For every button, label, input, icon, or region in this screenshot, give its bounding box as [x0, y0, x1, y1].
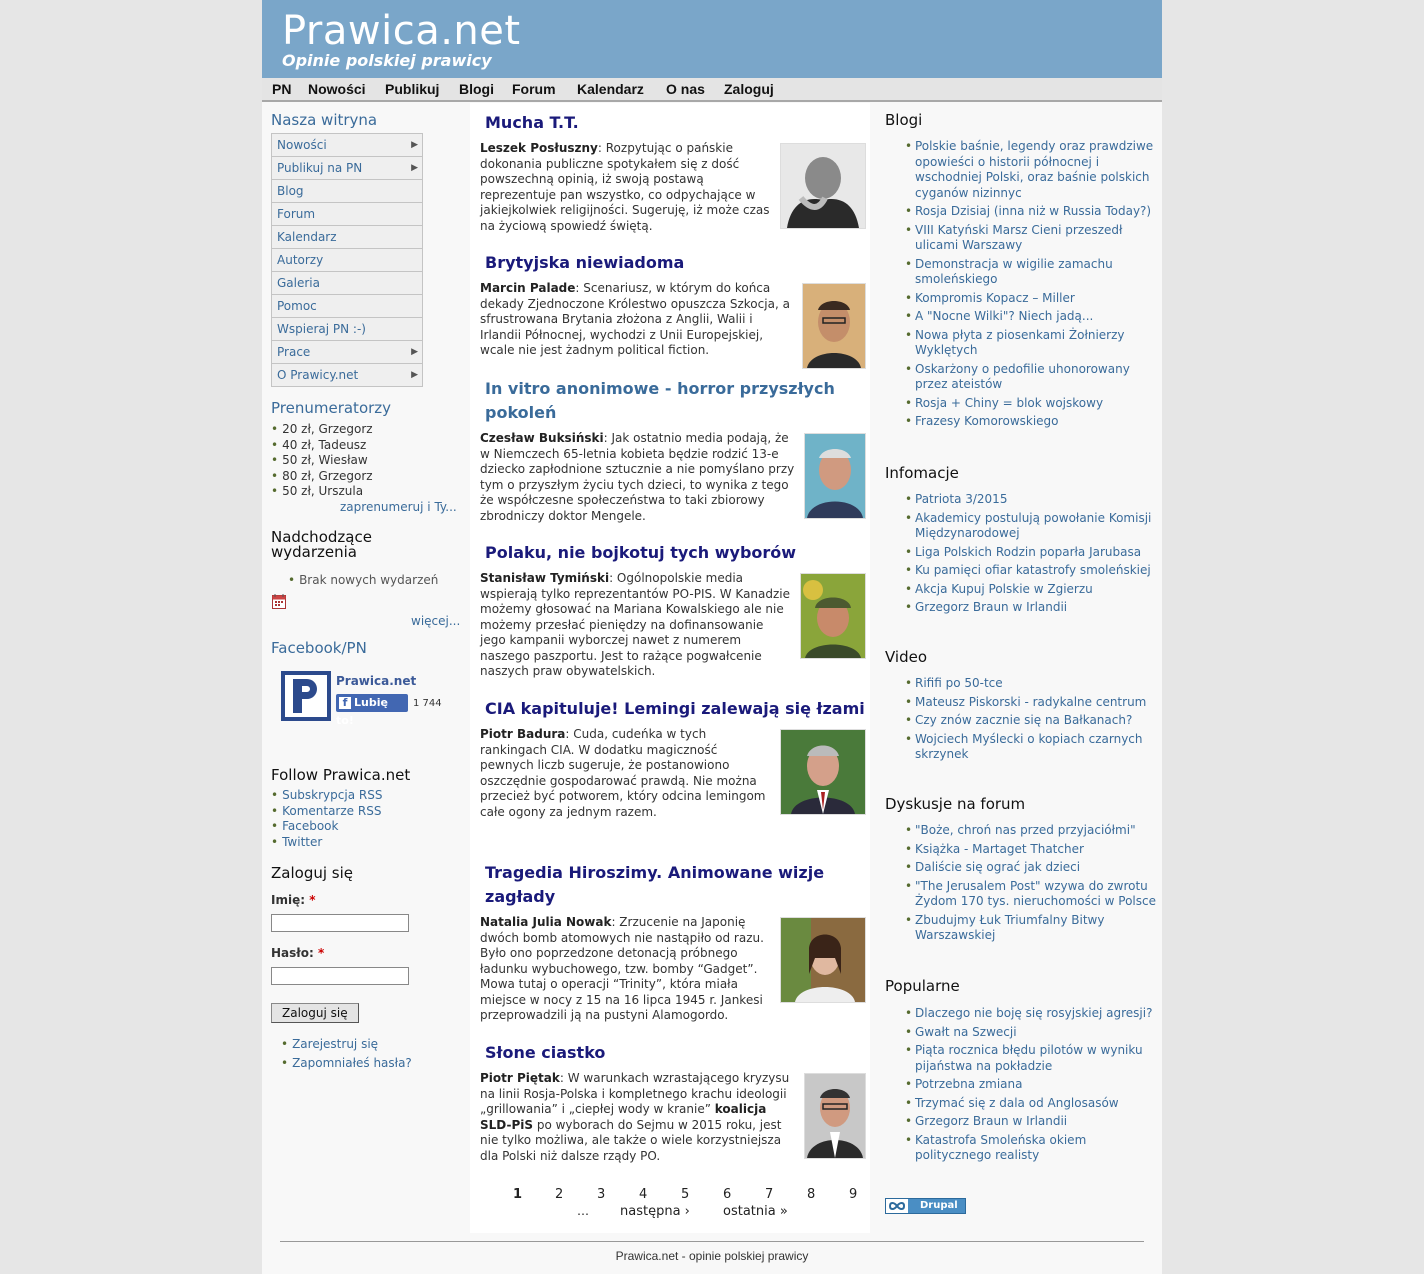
events-empty: • Brak nowych wydarzeń	[288, 573, 439, 587]
follow-comments-rss[interactable]: • Komentarze RSS	[271, 803, 382, 818]
blog-link[interactable]: • VIII Katyński Marsz Cieni przeszedł ulicami Warszawy	[915, 223, 1160, 254]
arrow-right-icon: ▶	[411, 347, 418, 357]
follow-block-title: Follow Prawica.net	[271, 766, 411, 784]
menu-label: Nowości	[277, 138, 327, 152]
site-menu	[271, 133, 423, 387]
facebook-block-title: Facebook/PN	[271, 639, 367, 657]
left-sidebar	[262, 103, 469, 1233]
menu-item-prace[interactable]	[272, 341, 422, 364]
list-item: • 50 zł, Wiesław	[271, 453, 368, 467]
article	[480, 541, 866, 680]
drupal-label: Drupal	[920, 1200, 958, 1211]
events-block-title: Nadchodzące wydarzenia	[271, 528, 372, 561]
author-photo[interactable]	[802, 283, 866, 369]
article-text: : W warunkach wzrastającego kryzysu na linii Rosja-Polska i kompletnego krachu ideologii „grillowania” i „ciepłej wody w kranie”	[480, 1071, 790, 1116]
article-teaser	[480, 281, 866, 359]
blog-link[interactable]: • A "Nocne Wilki"? Niech jadą...	[915, 309, 1160, 325]
menu-item-autorzy[interactable]	[272, 249, 422, 272]
article	[480, 251, 866, 359]
author-photo[interactable]	[780, 729, 866, 815]
article-author[interactable]: Piotr Piętak	[480, 1071, 560, 1085]
blog-link[interactable]: • Frazesy Komorowskiego	[915, 414, 1160, 430]
list-item: • 40 zł, Tadeusz	[271, 437, 367, 452]
pager-ellipsis: …	[577, 1204, 589, 1218]
article-teaser	[480, 915, 866, 1024]
pager-page[interactable]: 3	[597, 1187, 606, 1202]
menu-label: Kalendarz	[277, 230, 337, 244]
article-text: : Cuda, cudeńka w tych rankingach CIA. W dodatku magiczność pewnych liczb sugeruje, że postanowiono oszczędnie gospodarować prawdą. Nie można przecież być potworem, który odcina lemingom całe ogony za jednym razem.	[480, 727, 766, 819]
menu-item-wspieraj[interactable]	[272, 318, 422, 341]
menu-label: Blog	[277, 184, 304, 198]
info-link[interactable]: • Ku pamięci ofiar katastrofy smoleńskiej	[915, 563, 1160, 579]
popular-link[interactable]: • Piąta rocznica błędu pilotów w wyniku pijaństwa na pokładzie	[915, 1043, 1160, 1074]
article-author[interactable]: Natalia Julia Nowak	[480, 915, 612, 929]
follow-twitter[interactable]: • Twitter	[271, 834, 323, 849]
site-header	[262, 0, 1162, 78]
video-block-title: Video	[885, 648, 928, 666]
info-link[interactable]: • Liga Polskich Rodzin poparła Jarubasa	[915, 545, 1160, 561]
author-photo[interactable]	[780, 143, 866, 229]
menu-block-title: Nasza witryna	[271, 111, 378, 129]
menu-label: Galeria	[277, 276, 320, 290]
forum-link[interactable]: • Książka - Martaget Thatcher	[915, 842, 1160, 858]
article-text: : Scenariusz, w którym do końca dekady Zjednoczone Królestwo opuszcza Szkocja, a sfrustrowana Brytania złożona z Anglii, Walii i Irlandii Północnej, wychodzi z Unii Europejskiej, wcale nie jest żadnym political fiction.	[480, 281, 790, 357]
nav-o-nas[interactable]: O nas	[666, 81, 705, 97]
popular-link[interactable]: • Trzymać się z dala od Anglosasów	[915, 1096, 1160, 1112]
popular-list	[915, 1006, 1160, 1167]
blogi-list	[915, 139, 1160, 433]
video-list	[915, 676, 1160, 766]
blog-link[interactable]: • Oskarżony o pedofilie uhonorowany przez ateistów	[915, 362, 1160, 393]
video-link[interactable]: • Czy znów zacznie się na Bałkanach?	[915, 713, 1160, 729]
article	[480, 1041, 866, 1164]
menu-label: Prace	[277, 345, 311, 359]
popular-block-title: Popularne	[885, 977, 960, 995]
pager-current-page: 1	[513, 1187, 523, 1202]
info-block-title: Infomacje	[885, 464, 959, 482]
register-link[interactable]: • Zarejestruj się	[281, 1037, 379, 1051]
info-link[interactable]: • Akademicy postulują powołanie Komisji Międzynarodowej	[915, 511, 1160, 542]
facebook-like-button[interactable]	[336, 694, 408, 727]
author-photo[interactable]	[780, 917, 866, 1003]
article-teaser	[480, 1071, 866, 1164]
right-sidebar	[877, 103, 1162, 1233]
author-photo[interactable]	[800, 573, 866, 659]
nav-publikuj[interactable]: Publikuj	[385, 81, 440, 97]
login-button[interactable]: Zaloguj się	[271, 1003, 359, 1023]
menu-label: Forum	[277, 207, 316, 221]
forum-list	[915, 823, 1160, 947]
facebook-page-name[interactable]: Prawica.net	[336, 674, 417, 688]
list-item: • 80 zł, Grzegorz	[271, 468, 373, 483]
arrow-right-icon: ▶	[411, 370, 418, 380]
site-slogan: Opinie polskiej prawicy	[282, 51, 492, 70]
main-content	[470, 103, 870, 1233]
blog-link[interactable]: • Kompromis Kopacz – Miller	[915, 291, 1160, 307]
article-title[interactable]: Polaku, nie bojkotuj tych wyborów	[485, 543, 797, 562]
article-author[interactable]: Leszek Posłuszny	[480, 141, 598, 155]
info-link[interactable]: • Akcja Kupuj Polskie w Zgierzu	[915, 582, 1160, 598]
article-text-bold: koalicja SLD-PiS	[480, 1102, 767, 1132]
nav-blogi[interactable]: Blogi	[459, 81, 494, 97]
popular-link[interactable]: • Dlaczego nie boję się rosyjskiej agresji?	[915, 1006, 1160, 1022]
site-footer: Prawica.net - opinie polskiej prawicy	[280, 1241, 1144, 1263]
pager-next[interactable]: następna ›	[620, 1204, 690, 1219]
popular-link[interactable]: • Potrzebna zmiana	[915, 1077, 1160, 1093]
popular-link[interactable]: • Gwałt na Szwecji	[915, 1025, 1160, 1041]
facebook-like-count: 1 744	[413, 698, 442, 709]
events-more-link[interactable]: więcej...	[411, 614, 461, 628]
blog-link[interactable]: • Rosja + Chiny = blok wojskowy	[915, 396, 1160, 412]
blog-link[interactable]: • Rosja Dzisiaj (inna niż w Russia Today?)	[915, 204, 1160, 220]
article	[480, 697, 866, 820]
pager-page[interactable]: 6	[723, 1187, 732, 1202]
popular-link[interactable]: • Katastrofa Smoleńska okiem politycznego realisty	[915, 1133, 1160, 1164]
nav-zaloguj[interactable]: Zaloguj	[724, 81, 774, 97]
facebook-icon: f	[339, 697, 351, 709]
menu-item-forum[interactable]	[272, 203, 422, 226]
blog-link[interactable]: • Polskie baśnie, legendy oraz prawdziwe opowieści o historii północnej i wschodniej Polski, oraz baśnie polskich cyganów nizinnyc	[915, 139, 1160, 201]
menu-label: Autorzy	[277, 253, 324, 267]
facebook-page-logo[interactable]	[281, 671, 331, 721]
menu-item-galeria[interactable]	[272, 272, 422, 295]
article-teaser	[480, 571, 866, 680]
menu-label: Pomoc	[277, 299, 317, 313]
article-author[interactable]: Piotr Badura	[480, 727, 566, 741]
blog-link[interactable]: • Nowa płyta z piosenkami Żołnierzy Wyklętych	[915, 328, 1160, 359]
menu-label: Publikuj na PN	[277, 161, 363, 175]
article-author[interactable]: Czesław Buksiński	[480, 431, 604, 445]
pager-page[interactable]: 5	[681, 1187, 690, 1202]
forum-link[interactable]: • "Boże, chroń nas przed przyjaciółmi"	[915, 823, 1160, 839]
menu-label: Wspieraj PN :-)	[277, 322, 366, 336]
menu-item-nowosci[interactable]	[272, 134, 422, 157]
pager-last[interactable]: ostatnia »	[723, 1204, 788, 1219]
pager-page[interactable]: 7	[765, 1187, 774, 1202]
like-label: Lubię to!	[336, 696, 388, 727]
video-link[interactable]: • Rififi po 50-tce	[915, 676, 1160, 692]
menu-label: O Prawicy.net	[277, 368, 359, 382]
nav-nowosci[interactable]: Nowości	[308, 81, 366, 97]
article	[480, 861, 866, 1024]
article-teaser	[480, 431, 866, 524]
info-link[interactable]: • Grzegorz Braun w Irlandii	[915, 600, 1160, 616]
article-text: : Jak ostatnio media podają, że w Niemczech 65-letnia kobieta będzie rodzić 13-e dziecko zapłodnione sztucznie a nie pomyślano przy tym o przyszłym życiu tych dzieci, to wynika z tego że współczesne społeczeństwa to taki zbiorowy zbrodniczy doktor Mengele.	[480, 431, 795, 523]
menu-item-pomoc[interactable]	[272, 295, 422, 318]
popular-link[interactable]: • Grzegorz Braun w Irlandii	[915, 1114, 1160, 1130]
article-text: : Rozpytując o pańskie dokonania publiczne spotykałem się z dość powszechną opinią, iż swoją postawą reprezentuje pan wszystko, co odpychające w jakiejkolwiek religijności. Sugeruję, iż może czas na życiową spowiedź świętą.	[480, 141, 770, 233]
article-teaser	[480, 727, 866, 820]
forgot-password-link[interactable]: • Zapomniałeś hasła?	[281, 1056, 412, 1070]
info-link[interactable]: • Patriota 3/2015	[915, 492, 1160, 508]
article-author[interactable]: Marcin Palade	[480, 281, 576, 295]
site-name[interactable]: Prawica.net	[282, 8, 521, 54]
pager-page[interactable]: 4	[639, 1187, 648, 1202]
subscribe-link[interactable]: zaprenumeruj i Ty...	[340, 500, 457, 514]
nav-kalendarz[interactable]: Kalendarz	[577, 81, 644, 97]
article-title[interactable]: Słone ciastko	[485, 1043, 606, 1062]
subscribers-block-title: Prenumeratorzy	[271, 399, 392, 417]
arrow-right-icon: ▶	[411, 140, 418, 150]
blogi-block-title: Blogi	[885, 111, 923, 129]
article-title[interactable]: Mucha T.T.	[485, 113, 579, 132]
forum-block-title: Dyskusje na forum	[885, 795, 1026, 813]
article-text: : Ogólnopolskie media wspierają tylko reprezentantów PO-PIS. W Kanadzie możemy głosować na Mariana Kowalskiego ale nie możemy przesłać pieniędzy na dofinansowanie jego kampanii wyborczej nawet z numerem naszego paszportu. Jest to rażące pogwałcenie naszych praw obywatelskich.	[480, 571, 791, 678]
menu-item-publikuj[interactable]	[272, 157, 422, 180]
calendar-icon[interactable]	[272, 594, 286, 609]
video-link[interactable]: • Wojciech Myślecki o kopiach czarnych skrzynek	[915, 732, 1160, 763]
article	[480, 111, 866, 234]
menu-item-kalendarz[interactable]	[272, 226, 422, 249]
login-links	[281, 1035, 412, 1073]
username-input[interactable]	[271, 914, 409, 932]
pager-page[interactable]: 2	[555, 1187, 564, 1202]
password-label: Hasło: *	[271, 946, 325, 960]
forum-link[interactable]: • "The Jerusalem Post" wzywa do zwrotu Żydom 170 tys. nieruchomości w Polsce	[915, 879, 1160, 910]
video-link[interactable]: • Mateusz Piskorski - radykalne centrum	[915, 695, 1160, 711]
list-item: • 20 zł, Grzegorz	[271, 422, 373, 436]
primary-nav	[262, 78, 1162, 102]
author-photo[interactable]	[804, 433, 866, 519]
username-label: Imię: *	[271, 893, 316, 907]
arrow-right-icon: ▶	[411, 163, 418, 173]
page	[262, 0, 1162, 1274]
subscribers-list	[271, 422, 373, 500]
article-text: po wyborach do Sejmu w 2015 roku, jest nie tylko możliwa, ale także o wiele korzystniejsza dla Polski niż dalsze rządy PO.	[480, 1117, 782, 1163]
menu-item-o-prawicy[interactable]	[272, 364, 422, 387]
article-title[interactable]: Brytyjska niewiadoma	[485, 253, 685, 272]
article	[480, 377, 866, 524]
menu-item-blog[interactable]	[272, 180, 422, 203]
nav-pn[interactable]: PN	[272, 81, 292, 97]
author-photo[interactable]	[804, 1073, 866, 1159]
pager-page[interactable]: 8	[807, 1187, 816, 1202]
nav-forum[interactable]: Forum	[512, 81, 556, 97]
article-text: : Zrzucenie na Japonię dwóch bomb atomowych nie nastąpiło od razu. Było ono poprzedzone detonacją próbnego ładunku wybuchowego, tzw. bomby “Gadget”. Mowa tutaj o operacji “Trinity”, która miała miejsce w nocy z 15 na 16 lipca 1945 r. Jankesi przeprowadzili ją na pustyni Alamogordo.	[480, 915, 764, 1022]
powered-by-drupal-badge[interactable]	[885, 1198, 966, 1214]
article-title[interactable]: CIA kapituluje! Lemingi zalewają się łzami	[485, 699, 865, 718]
article-title[interactable]: In vitro anonimowe - horror przyszłych pokoleń	[485, 379, 835, 422]
follow-facebook[interactable]: • Facebook	[271, 819, 339, 833]
forum-link[interactable]: • Zbudujmy Łuk Triumfalny Bitwy Warszawskiej	[915, 913, 1160, 944]
article-author[interactable]: Stanisław Tymiński	[480, 571, 610, 585]
blog-link[interactable]: • Demonstracja w wigilie zamachu smoleńskiego	[915, 257, 1160, 288]
article-title[interactable]: Tragedia Hiroszimy. Animowane wizje zagłady	[485, 863, 825, 906]
info-list	[915, 492, 1160, 619]
password-input[interactable]	[271, 967, 409, 985]
article-teaser	[480, 141, 866, 234]
login-block-title: Zaloguj się	[271, 864, 353, 882]
list-item: • 50 zł, Urszula	[271, 484, 364, 498]
follow-rss[interactable]: • Subskrypcja RSS	[271, 788, 383, 802]
pager-page[interactable]: 9	[849, 1187, 858, 1202]
drupal-drop-icon	[886, 1199, 908, 1213]
follow-list	[271, 788, 382, 850]
forum-link[interactable]: • Daliście się ograć jak dzieci	[915, 860, 1160, 876]
